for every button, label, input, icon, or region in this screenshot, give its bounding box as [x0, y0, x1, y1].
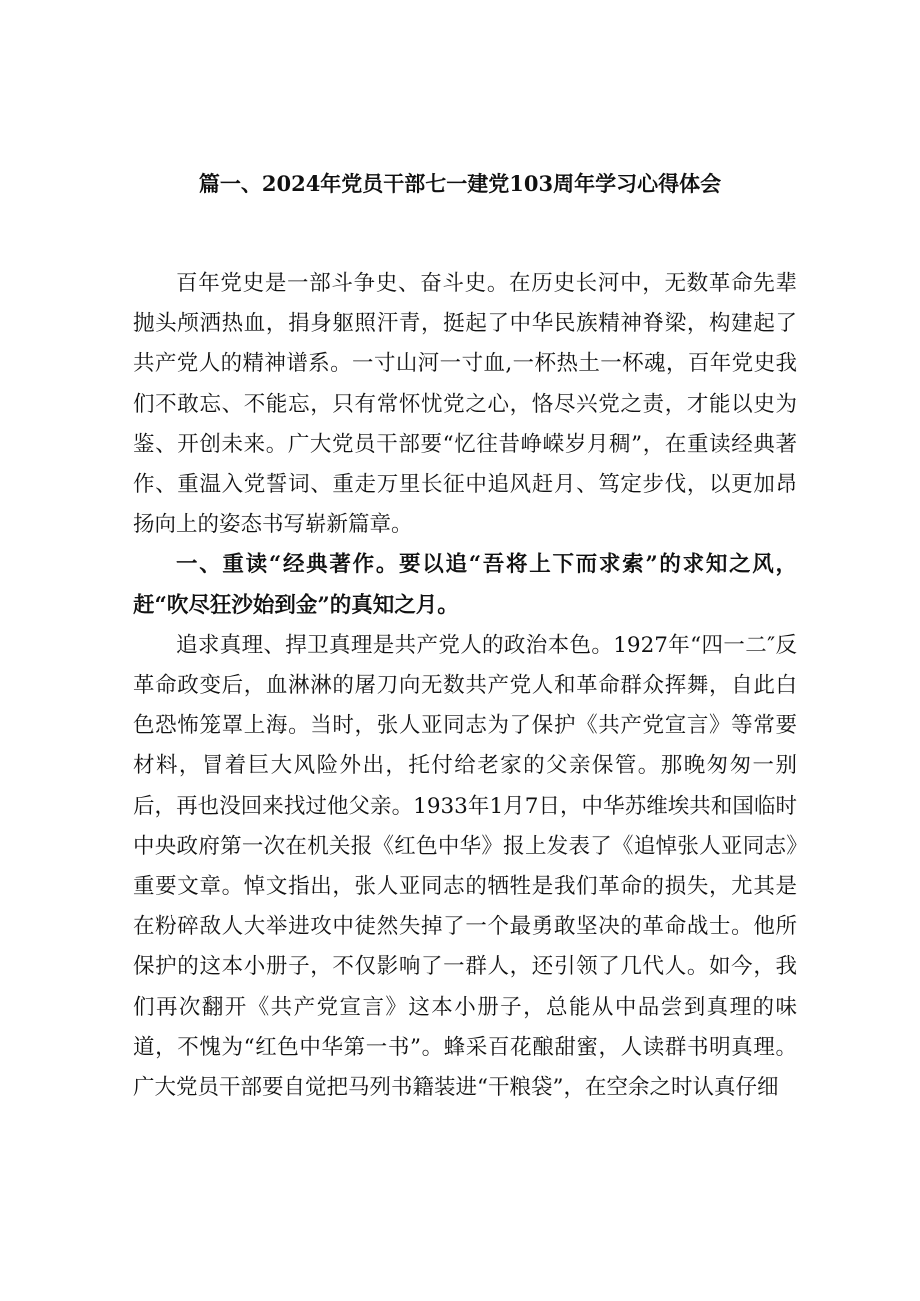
paragraph-section-1: 追求真理、捍卫真理是共产党人的政治本色。1927年“四一二″反革命政变后，血淋淋的屠刀向无数共产党人和革命群众挥舞，自此白色恐怖笼罩上海。当时，张人亚同志为了保护《共产党宣言》等常要材料，冒着巨大风险外出，托付给老家的父亲保管。那晚匆匆一别后，再也没回来找过他父亲。1933年1月7日，中华苏维埃共和国临时中央政府第一次在机关报《红色中华》报上发表了《追悼张人亚同志》重要文章。悼文指出，张人亚同志的牺牲是我们革命的损失，尤其是在粉碎敌人大举进攻中徒然失掉了一个最勇敢坚决的革命战士。他所保护的这本小册子，不仅影响了一群人，还引领了几代人。如今，我们再次翻开《共产党宣言》这本小册子，总能从中品尝到真理的味道，不愧为“红色中华第一书”。蜂采百花酿甜蜜，人读群书明真理。广大党员干部要自觉把马列书籍装进“干粮袋”，在空余之时认真仔细: [133, 632, 797, 1101]
document-body: [133, 264, 797, 1108]
paragraph-intro: 百年党史是一部斗争史、奋斗史。在历史长河中，无数革命先辈抛头颅洒热血，捐身躯照汗青，挺起了中华民族精神脊梁，构建起了共产党人的精神谱系。一寸山河一寸血,一杯热土一杯魂，百年党史我们不敢忘、不能忘，只有常怀忧党之心，恪尽兴党之责，才能以史为鉴、开创未来。广大党员干部要“忆往昔峥嵘岁月稠”，在重读经典著作、重温入党誓词、重走万里长征中追风赶月、笃定步伐，以更加昂扬向上的姿态书写崭新篇章。: [133, 271, 797, 538]
section-heading-1: 一、重读“经典著作。要以追“吾将上下而求索”的求知之风，赶“吹尽狂沙始到金”的真知之月。: [133, 552, 797, 618]
document-title: 篇一、2024年党员干部七一建党103周年学习心得体会: [198, 171, 722, 196]
